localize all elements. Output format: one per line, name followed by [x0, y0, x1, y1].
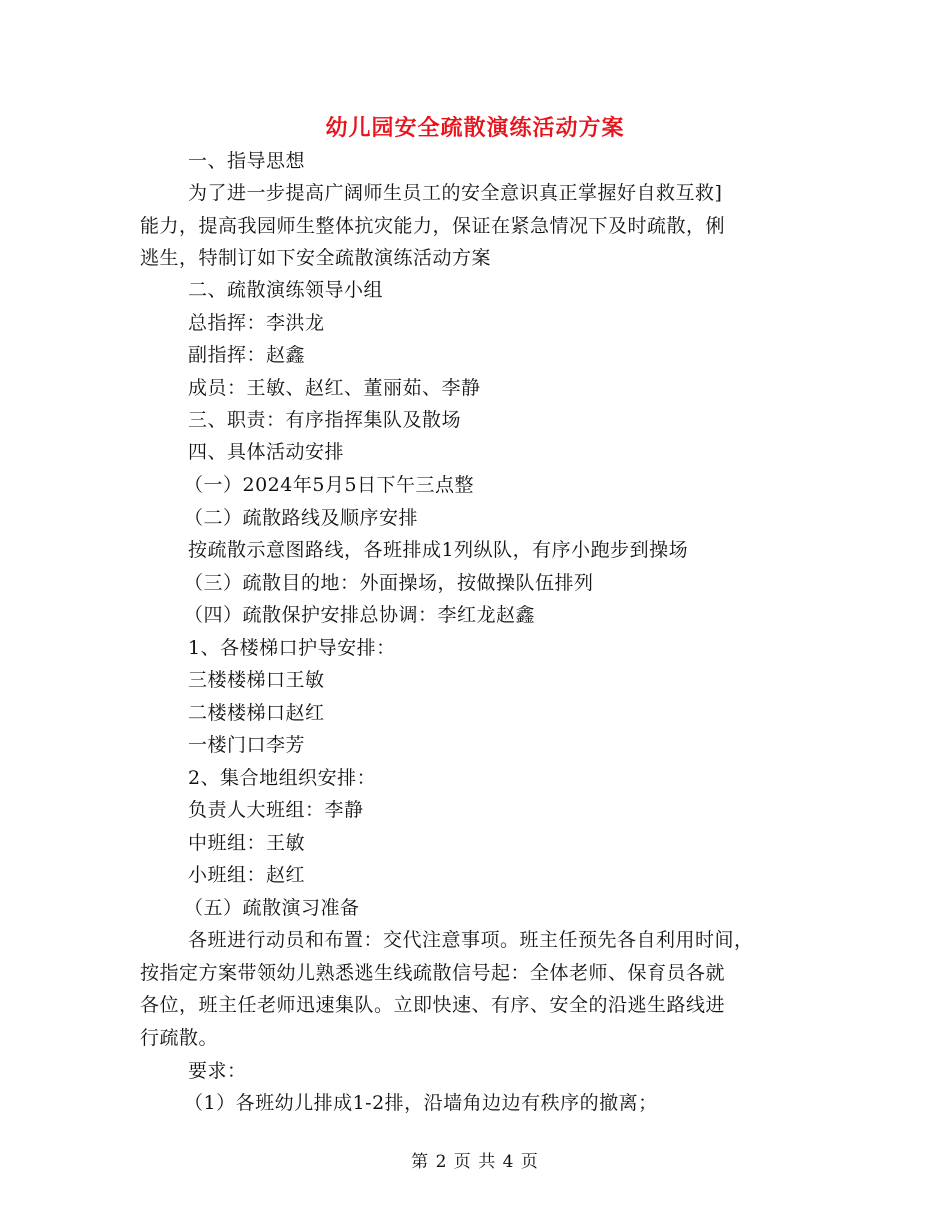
- text-line: 为了进一步提高广阔师生员工的安全意识真正掌握好自救互救]: [188, 182, 723, 204]
- text-line: 各班进行动员和布置：交代注意事项。班主任预先各自利用时间，: [188, 929, 754, 951]
- text-line: 小班组：赵红: [188, 864, 306, 886]
- text-line: 1、各楼梯口护导安排：: [188, 637, 396, 659]
- text-line: 四、具体活动安排: [188, 441, 345, 463]
- text-line: 逃生，特制订如下安全疏散演练活动方案: [140, 247, 492, 269]
- text-line: 各位，班主任老师迅速集队。立即快速、有序、安全的沿逃生路线进: [140, 994, 726, 1016]
- text-line: 三、职责：有序指挥集队及散场: [188, 409, 462, 431]
- text-line: 三楼楼梯口王敏: [188, 669, 325, 691]
- text-line: （五）疏散演习准备: [184, 897, 360, 919]
- text-line: （二）疏散路线及顺序安排: [184, 507, 419, 529]
- text-line: 2、集合地组织安排：: [188, 767, 377, 789]
- text-line: 副指挥：赵鑫: [188, 344, 306, 366]
- text-line: 二楼楼梯口赵红: [188, 702, 325, 724]
- page-footer: 第 2 页 共 4 页: [411, 1152, 539, 1172]
- text-line: 二、疏散演练领导小组: [188, 279, 384, 301]
- text-line: 要求：: [188, 1060, 247, 1082]
- document-title: 幼儿园安全疏散演练活动方案: [325, 115, 625, 141]
- text-line: 一楼门口李芳: [188, 734, 306, 756]
- text-line: 总指挥：李洪龙: [188, 312, 325, 334]
- text-line: 中班组：王敏: [188, 832, 306, 854]
- text-line: （1）各班幼儿排成1-2排，沿墙角边边有秩序的撤离；: [184, 1092, 658, 1114]
- text-line: （一）2024年5月5日下午三点整: [184, 474, 475, 496]
- text-line: 行疏散。: [140, 1027, 219, 1049]
- text-line: 一、指导思想: [188, 150, 306, 172]
- text-line: 负责人大班组：李静: [188, 799, 364, 821]
- text-line: 成员：王敏、赵红、董丽茹、李静: [188, 377, 481, 399]
- text-line: 能力，提高我园师生整体抗灾能力，保证在紧急情况下及时疏散，俐: [140, 215, 726, 237]
- text-line: 按指定方案带领幼儿熟悉逃生线疏散信号起：全体老师、保育员各就: [140, 962, 726, 984]
- text-line: （三）疏散目的地：外面操场，按做操队伍排列: [184, 572, 594, 594]
- text-line: 按疏散示意图路线，各班排成1列纵队，有序小跑步到操场: [188, 539, 689, 561]
- text-line: （四）疏散保护安排总协调：李红龙赵鑫: [184, 604, 536, 626]
